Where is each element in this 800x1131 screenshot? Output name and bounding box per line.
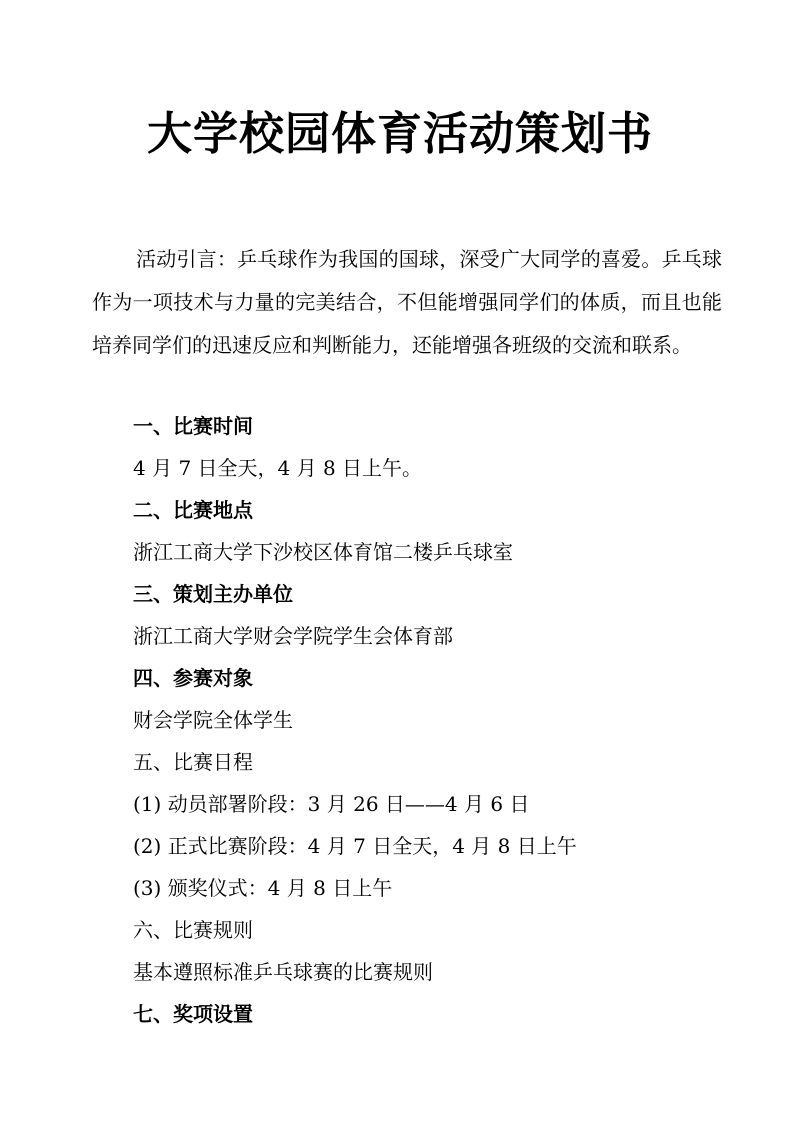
section-heading-time: 一、比赛时间 xyxy=(133,414,253,438)
schedule-item: (1) 动员部署阶段：3 月 26 日——4 月 6 日 xyxy=(133,792,530,816)
section-heading-awards: 七、奖项设置 xyxy=(133,1002,253,1026)
section-body-rules: 基本遵照标准乒乓球赛的比赛规则 xyxy=(133,960,433,984)
section-body-participants: 财会学院全体学生 xyxy=(133,708,293,732)
section-heading-participants: 四、参赛对象 xyxy=(133,666,253,690)
section-heading-schedule: 五、比赛日程 xyxy=(133,750,253,774)
document-title: 大学校园体育活动策划书 xyxy=(146,107,653,160)
intro-paragraph: 活动引言：乒乓球作为我国的国球，深受广大同学的喜爱。乒乓球作为一项技术与力量的完美结合，不但能增强同学们的体质，而且也能培养同学们的迅速反应和判断能力，还能增强各班级的交流和联系。 xyxy=(92,247,722,357)
schedule-item: (3) 颁奖仪式：4 月 8 日上午 xyxy=(133,876,393,900)
schedule-item: (2) 正式比赛阶段：4 月 7 日全天，4 月 8 日上午 xyxy=(133,834,577,858)
section-heading-location: 二、比赛地点 xyxy=(133,498,253,522)
section-heading-rules: 六、比赛规则 xyxy=(133,918,253,942)
section-body-time: 4 月 7 日全天，4 月 8 日上午。 xyxy=(133,456,423,480)
section-body-location: 浙江工商大学下沙校区体育馆二楼乒乓球室 xyxy=(133,540,513,564)
section-body-organizer: 浙江工商大学财会学院学生会体育部 xyxy=(133,624,453,648)
section-heading-organizer: 三、策划主办单位 xyxy=(133,582,293,606)
